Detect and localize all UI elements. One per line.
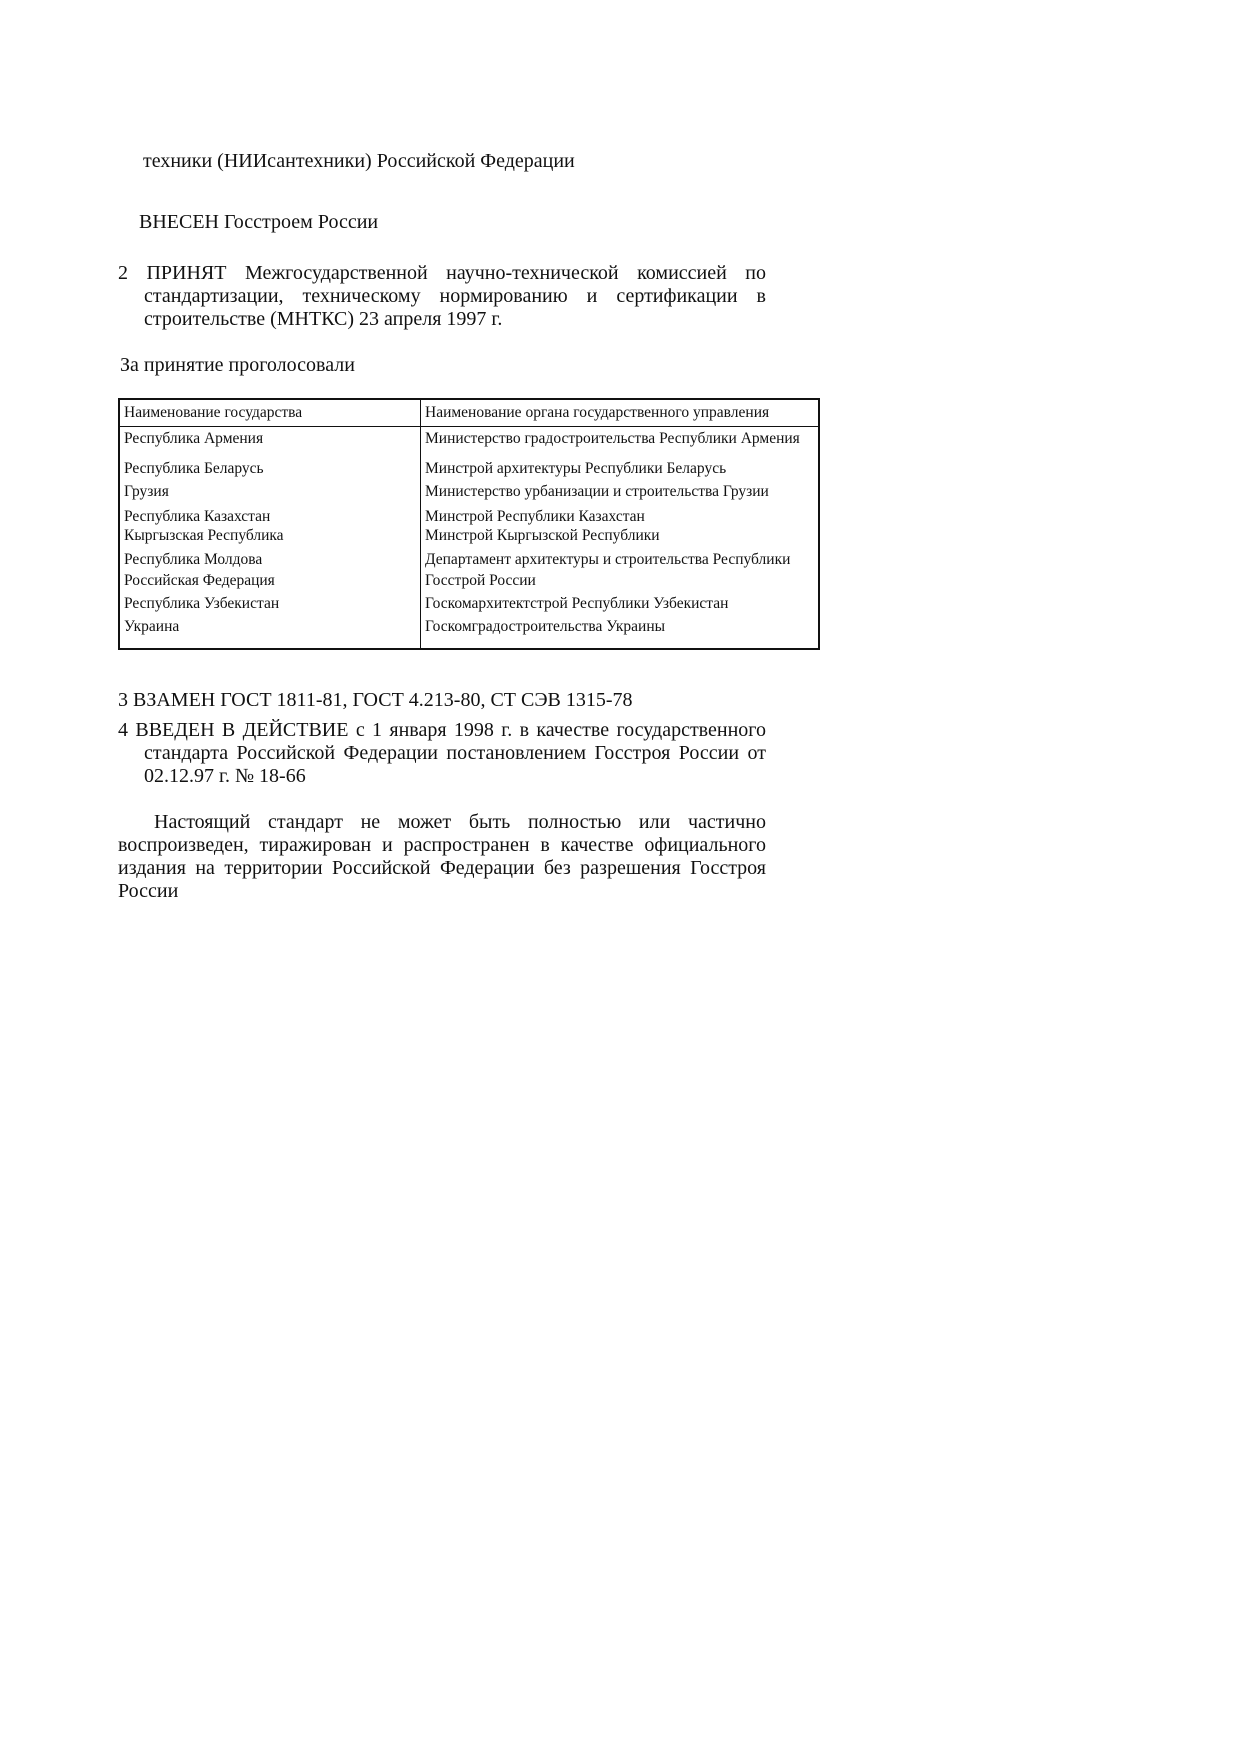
- table-row-body: Минстрой Кыргызской Республики: [425, 527, 660, 544]
- voting-table: [118, 398, 820, 650]
- table-row-state: Республика Узбекистан: [124, 595, 280, 612]
- copyright-notice-text: Настоящий стандарт не может быть полностью или частично воспроизведен, тиражирован и распространен в качестве официального издания на территории Российской Федерации без разрешения Госстроя России: [118, 811, 766, 902]
- table-row-state: Республика Казахстан: [124, 508, 271, 525]
- table-row-state: Республика Молдова: [124, 551, 263, 568]
- item-4-effective: [118, 719, 766, 788]
- item-3-replaces: 3 ВЗАМЕН ГОСТ 1811-81, ГОСТ 4.213-80, СТ СЭВ 1315-78: [118, 689, 633, 711]
- table-row-state: Украина: [124, 618, 180, 635]
- table-header-body: Наименование органа государственного управления: [425, 404, 770, 421]
- table-row-state: Республика Армения: [124, 430, 264, 447]
- item-2-text: 2 ПРИНЯТ Межгосударственной научно-технической комиссией по стандартизации, техническому нормированию и сертификации в строительстве (МНТКС) 23 апреля 1997 г.: [118, 262, 766, 330]
- table-row-body: Госстрой России: [425, 572, 536, 589]
- table-row-body: Минстрой Республики Казахстан: [425, 508, 645, 525]
- table-row-body: Министерство урбанизации и строительства Грузии: [425, 483, 769, 500]
- voted-heading: За принятие проголосовали: [120, 354, 355, 376]
- table-header-divider: [120, 426, 818, 427]
- item-4-text: 4 ВВЕДЕН В ДЕЙСТВИЕ с 1 января 1998 г. в качестве государственного стандарта Российской Федерации постановлением Госстроя России от 02.12.97 г. № 18-66: [118, 719, 766, 787]
- table-column-divider: [420, 400, 421, 648]
- developer-line: техники (НИИсантехники) Российской Федерации: [143, 150, 575, 172]
- introduced-line: ВНЕСЕН Госстроем России: [139, 211, 379, 233]
- table-header-state: Наименование государства: [124, 404, 303, 421]
- table-row-body: Госкомградостроительства Украины: [425, 618, 666, 635]
- table-row-state: Кыргызская Республика: [124, 527, 284, 544]
- copyright-notice: [118, 811, 766, 903]
- table-row-body: Госкомархитектстрой Республики Узбекистан: [425, 595, 729, 612]
- table-row-body: Департамент архитектуры и строительства Республики: [425, 551, 791, 568]
- table-row-body: Министерство градостроительства Республики Армения: [425, 430, 800, 447]
- table-row-state: Российская Федерация: [124, 572, 275, 589]
- table-row-state: Грузия: [124, 483, 169, 500]
- table-row-body: Минстрой архитектуры Республики Беларусь: [425, 460, 727, 477]
- table-row-state: Республика Беларусь: [124, 460, 264, 477]
- item-2-adopted: [118, 262, 766, 331]
